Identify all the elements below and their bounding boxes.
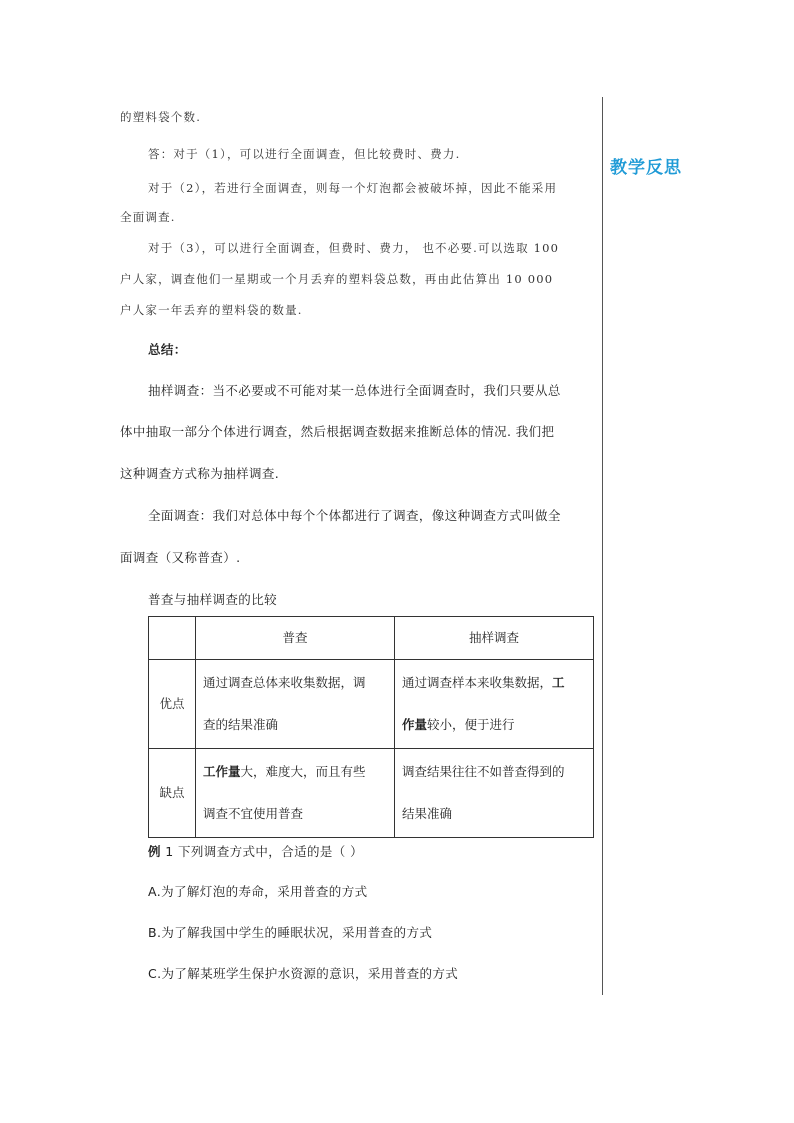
cell-line: 通过调查总体来收集数据，调: [203, 675, 366, 690]
cell-text-bold: 作量: [402, 717, 428, 732]
summary-heading: 总结：: [148, 342, 187, 357]
cell-line: 调查不宜使用普查: [203, 806, 304, 821]
text-line: 户人家一年丢弃的塑料袋的数量.: [120, 303, 303, 317]
row-label-advantage: 优点: [149, 660, 196, 749]
cell-text: 通过调查样本来收集数据，: [402, 675, 553, 690]
example-question: [148, 842, 363, 860]
cell-line: [402, 662, 586, 704]
margin-divider: [602, 97, 603, 995]
table-row: [149, 749, 594, 838]
option-b: B.为了解我国中学生的睡眠状况，采用普查的方式: [148, 925, 433, 940]
comparison-table: [148, 616, 594, 838]
cell-text-bold: 工作量: [203, 764, 241, 779]
example-label: 例: [148, 844, 161, 859]
cell-line: [203, 751, 387, 793]
teaching-reflection-title: 教学反思: [610, 158, 682, 178]
header-census: 普查: [196, 617, 395, 660]
advantage-sample-cell: [395, 660, 594, 749]
cell-line: 查的结果准确: [203, 717, 279, 732]
header-sample: 抽样调查: [395, 617, 594, 660]
cell-line: 结果准确: [402, 806, 453, 821]
option-a: A.为了解灯泡的寿命，采用普查的方式: [148, 884, 368, 899]
summary-line: 面调查（又称普查）.: [120, 550, 241, 565]
option-c: C.为了解某班学生保护水资源的意识，采用普查的方式: [148, 966, 459, 981]
table-corner-cell: [149, 617, 196, 660]
summary-line: 抽样调查：当不必要或不可能对某一总体进行全面调查时，我们只要从总: [148, 383, 561, 398]
advantage-census-cell: [196, 660, 395, 749]
cell-line: 调查结果往往不如普查得到的: [402, 764, 565, 779]
summary-line: 这种调查方式称为抽样调查.: [120, 466, 280, 481]
text-line: 的塑料袋个数.: [120, 110, 202, 124]
summary-line: 全面调查：我们对总体中每个个体都进行了调查，像这种调查方式叫做全: [148, 508, 561, 523]
example-question-text: 1 下列调查方式中，合适的是（ ）: [160, 844, 363, 859]
disadvantage-sample-cell: [395, 749, 594, 838]
disadvantage-census-cell: [196, 749, 395, 838]
cell-text: 大，难度大，而且有些: [240, 764, 366, 779]
text-line: 户人家，调查他们一星期或一个月丢弃的塑料袋总数，再由此估算出 10 000: [120, 272, 554, 286]
cell-text-bold: 工: [552, 675, 565, 690]
text-line: 对于（2），若进行全面调查，则每一个灯泡都会被破坏掉，因此不能采用: [148, 181, 558, 195]
table-caption: 普查与抽样调查的比较: [148, 592, 278, 607]
table-row: [149, 660, 594, 749]
summary-line: 体中抽取一部分个体进行调查，然后根据调查数据来推断总体的情况. 我们把: [120, 424, 555, 439]
text-line: 对于（3），可以进行全面调查，但费时、费力， 也不必要.可以选取 100: [148, 241, 560, 255]
text-line: 全面调查.: [120, 210, 176, 224]
table-header-row: [149, 617, 594, 660]
cell-text: 较小，便于进行: [427, 717, 515, 732]
row-label-disadvantage: 缺点: [149, 749, 196, 838]
text-line: 答：对于（1），可以进行全面调查，但比较费时、费力.: [148, 147, 461, 161]
cell-line: [402, 704, 586, 746]
